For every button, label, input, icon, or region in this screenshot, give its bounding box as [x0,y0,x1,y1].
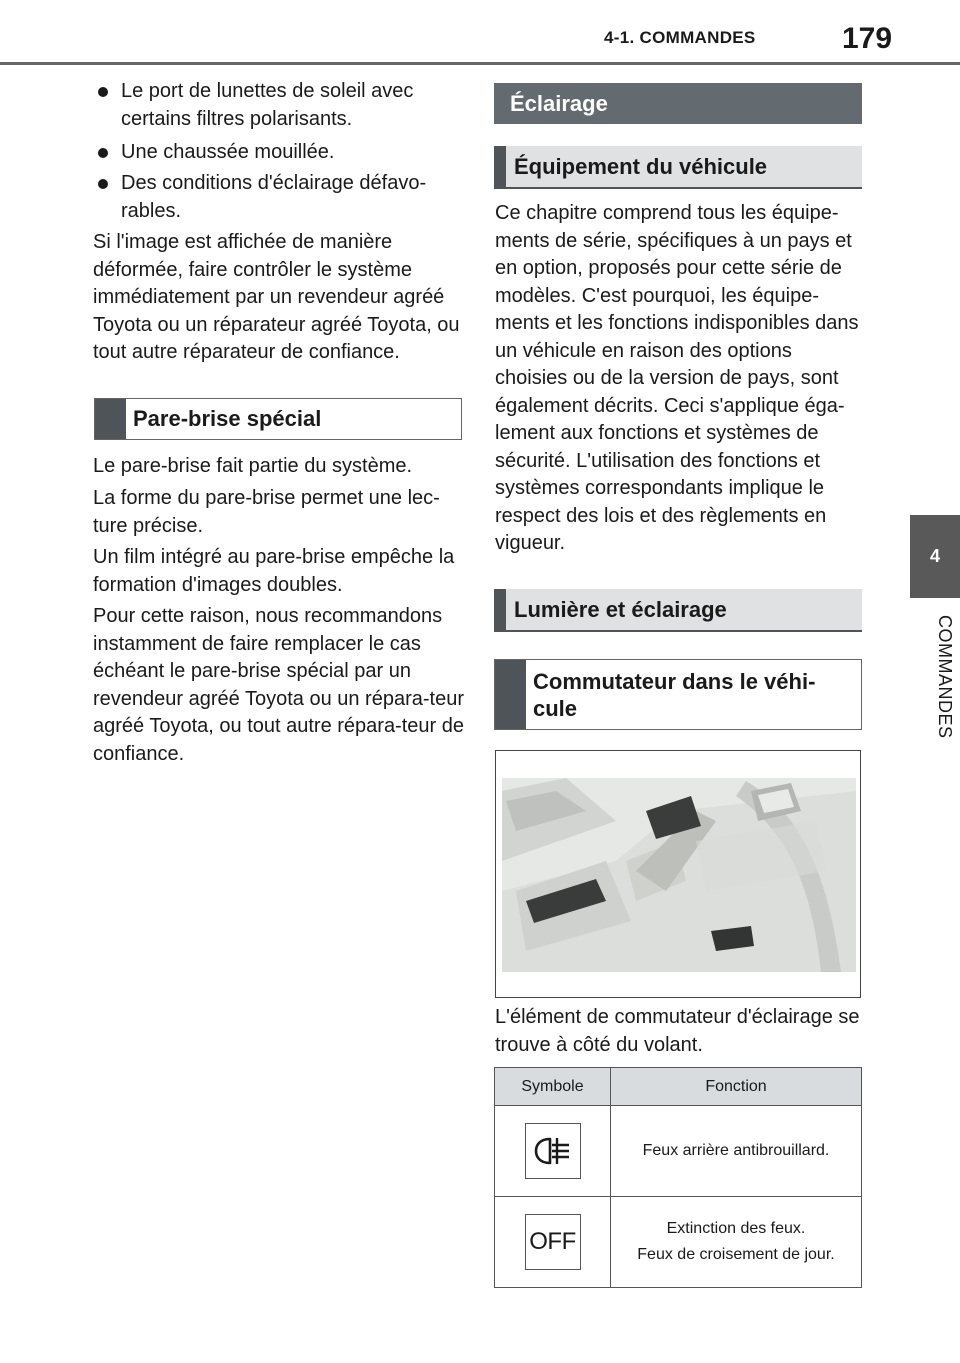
windshield-paragraph: La forme du pare-brise permet une lec-ture précise. [93,487,440,537]
bullet-dot [98,87,108,97]
page-number: 179 [842,22,893,55]
windshield-paragraph: Le pare-brise fait partie du système. [93,455,413,477]
heading-pare-brise [94,398,462,440]
heading-bar [95,399,126,439]
equipment-paragraph: Ce chapitre comprend tous les équipe-ments de série, spécifiques à un pays et en option, proposés pour cette série de modèles. C'est pourquoi, les équipe-ments et les fonctions indisponibles dans un véhicule en raison des options choisies ou de la version de pays, sont également décrits. Ceci s'applique éga-lement aux fonctions et systèmes de sécurité. L'utilisation des fonctions et systèmes correspondants implique le respect des lois et des règlements en vigueur. [495,202,859,554]
symbol-cell [495,1197,611,1288]
heading-eclairage: Éclairage [494,83,862,124]
symbol-cell [495,1106,611,1197]
symbol-table [494,1067,862,1288]
function-cell [611,1106,862,1197]
heading-bar [495,660,526,729]
section-title: 4-1. COMMANDES [604,28,756,47]
off-symbol [525,1214,581,1270]
table-header-row [495,1068,862,1106]
bullet-dot [98,148,108,158]
steering-column-illustration [495,750,861,998]
heading-lumiere: Lumière et éclairage [494,589,862,632]
column-header-function: Fonction [611,1068,862,1106]
windshield-paragraph: Pour cette raison, nous recommandons instamment de faire remplacer le cas échéant le pare-brise spécial par un revendeur agréé Toyota ou un répara-teur agréé Toyota, ou tout autre répara-teur de confiance. [93,605,464,765]
dashboard-drawing [496,751,861,998]
chapter-tab-label: COMMANDES [935,615,955,739]
heading-text: Commutateur dans le véhi-cule [533,669,816,721]
function-text: Feux arrière antibrouillard. [642,1142,830,1159]
bullet-text: Une chaussée mouillée. [121,141,335,163]
windshield-paragraph: Un film intégré au pare-brise empêche la formation d'images doubles. [93,546,455,596]
rear-fog-light-icon [525,1123,581,1179]
bullet-item [98,78,458,133]
bullet-item [98,139,458,167]
table-row [495,1197,862,1288]
bullet-item [98,170,458,225]
function-text: Extinction des feux. [666,1220,806,1237]
function-text: Feux de croisement de jour. [637,1246,835,1263]
heading-equipement: Équipement du véhicule [494,146,862,189]
bullet-text: Le port de lunettes de soleil avec certains filtres polarisants. [121,80,414,130]
chapter-tab-number[interactable]: 4 [910,515,960,598]
table-row [495,1106,862,1197]
bullet-text: Des conditions d'éclairage défavo-rables. [121,172,427,222]
heading-text: Pare-brise spécial [133,406,322,431]
heading-commutateur [494,659,862,730]
off-symbol-text: OFF [529,1228,576,1255]
header-rule [0,62,960,65]
bullet-dot [98,179,108,189]
warning-paragraph: Si l'image est affichée de manière déformée, faire contrôler le système immédiatement par un revendeur agréé Toyota ou un réparateur agréé Toyota, ou tout autre réparateur de confiance. [93,231,460,363]
function-cell [611,1197,862,1288]
column-header-symbol: Symbole [495,1068,611,1106]
switch-paragraph: L'élément de commutateur d'éclairage se trouve à côté du volant. [495,1006,860,1056]
